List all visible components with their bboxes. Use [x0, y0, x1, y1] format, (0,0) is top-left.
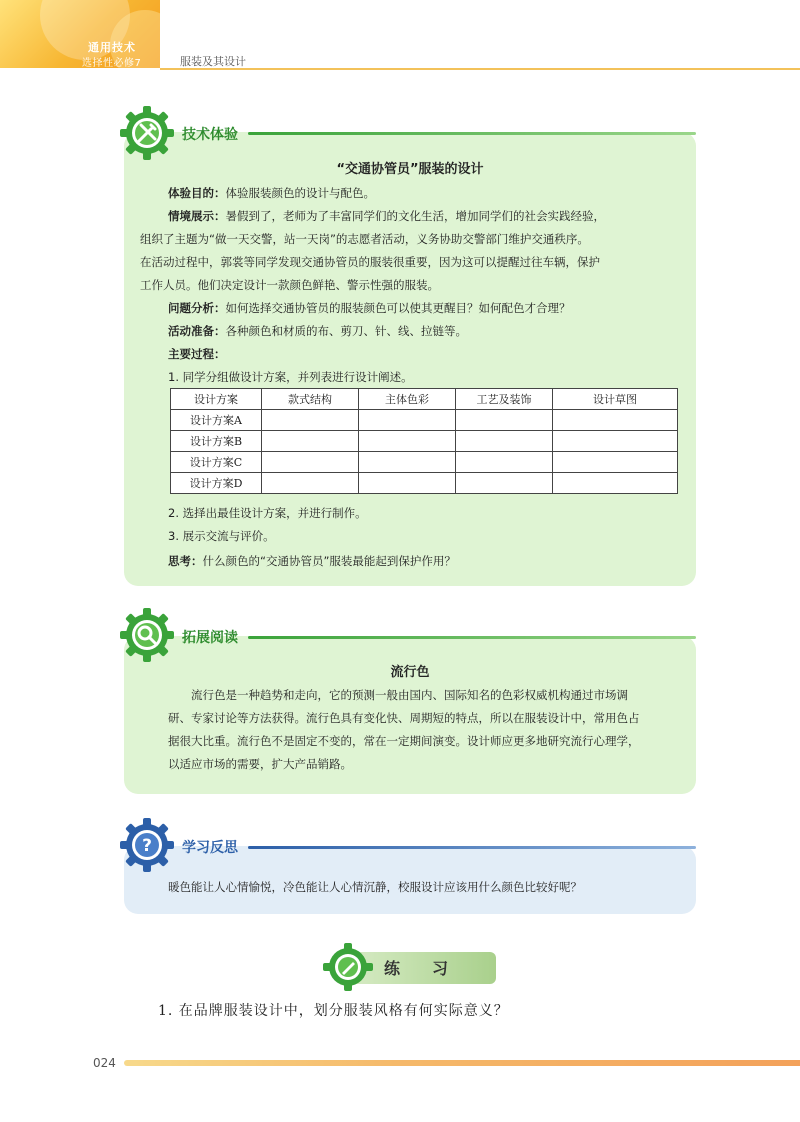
- reading-heading: 流行色: [390, 665, 430, 680]
- process-label: 主要过程：: [168, 347, 226, 361]
- book-subtitle: 选择性必修7: [82, 58, 142, 69]
- page-number: 024: [93, 1056, 116, 1070]
- footer-bar: [124, 1060, 800, 1066]
- think-text: 什么颜色的“交通协管员”服装最能起到保护作用？: [202, 554, 456, 568]
- activity-body: [140, 182, 678, 389]
- step-2: 2. 选择出最佳设计方案，并进行制作。: [168, 506, 367, 520]
- section-rule: [248, 132, 696, 135]
- design-plan-table: [170, 388, 678, 494]
- activity-steps: [168, 502, 678, 573]
- step-3: 3. 展示交流与评价。: [168, 529, 275, 543]
- analysis-label: 问题分析：: [168, 301, 226, 315]
- gear-reading-icon: [118, 606, 176, 664]
- reading-line-4: 以适应市场的需要，扩大产品销路。: [168, 757, 352, 771]
- reading-body: [168, 684, 678, 776]
- think-line: [168, 550, 678, 573]
- reading-line-3: 据很大比重。流行色不是固定不变的，常在一定期间演变。设计师应更多地研究流行心理学，: [168, 734, 640, 748]
- scenario-text-1: 暑假到了，老师为了丰富同学们的文化生活，增加同学们的社会实践经验，: [225, 209, 605, 223]
- scenario-text-2: 组织了主题为“做一天交警，站一天岗”的志愿者活动，义务协助交警部门维护交通秩序。: [140, 232, 589, 246]
- purpose-label: 体验目的：: [168, 186, 226, 200]
- activity-heading: “交通协管员”服装的设计: [336, 162, 484, 177]
- scenario-text-3: 在活动过程中，郭裳等同学发现交通协管员的服装很重要，因为这可以提醒过往车辆，保护: [140, 255, 600, 269]
- think-label: 思考：: [168, 554, 203, 568]
- scenario-text-4: 工作人员。他们决定设计一款颜色鲜艳、警示性强的服装。: [140, 278, 439, 292]
- section-label-extended-reading: 拓展阅读: [182, 630, 238, 646]
- reading-line-2: 研、专家讨论等方法获得。流行色具有变化快、周期短的特点，所以在服装设计中，常用色占: [168, 711, 640, 725]
- prep-label: 活动准备：: [168, 324, 226, 338]
- practice-label: 练 习: [384, 959, 449, 978]
- table-row: [171, 431, 678, 452]
- header-rule: [160, 68, 800, 70]
- gear-tools-icon: [118, 104, 176, 162]
- analysis-text: 如何选择交通协管员的服装颜色可以使其更醒目？如何配色才合理？: [225, 301, 571, 315]
- purpose-line: [168, 182, 678, 205]
- table-cell-plan: 设计方案B: [171, 431, 262, 452]
- table-cell-plan: 设计方案C: [171, 452, 262, 473]
- section-rule: [248, 636, 696, 639]
- step-1: 1. 同学分组做设计方案，并列表进行设计阐述。: [168, 370, 413, 384]
- table-cell-plan: 设计方案A: [171, 410, 262, 431]
- table-header: 工艺及装饰: [456, 389, 553, 410]
- table-header: 款式结构: [262, 389, 359, 410]
- table-row: [171, 410, 678, 431]
- scenario-label: 情境展示：: [168, 209, 226, 223]
- purpose-text: 体验服装颜色的设计与配色。: [225, 186, 375, 200]
- reflection-text: 暖色能让人心情愉悦，冷色能让人心情沉静，校服设计应该用什么颜色比较好呢？: [168, 880, 582, 894]
- reading-line-1: 流行色是一种趋势和走向，它的预测一般由国内、国际知名的色彩权威机构通过市场调: [191, 688, 628, 702]
- table-header: 主体色彩: [359, 389, 456, 410]
- table-row: [171, 473, 678, 494]
- prep-text: 各种颜色和材质的布、剪刀、针、线、拉链等。: [225, 324, 467, 338]
- practice-question-1: 1. 在品牌服装设计中，划分服装风格有何实际意义？: [158, 1003, 509, 1019]
- process-line: [168, 343, 678, 366]
- svg-text:?: ?: [142, 836, 152, 856]
- chapter-title: 服装及其设计: [180, 55, 246, 68]
- scenario-line: [168, 205, 678, 228]
- section-rule: [248, 846, 696, 849]
- table-header: 设计方案: [171, 389, 262, 410]
- analysis-line: [168, 297, 678, 320]
- section-label-tech-experience: 技术体验: [182, 127, 238, 143]
- table-header: 设计草图: [553, 389, 678, 410]
- table-row: [171, 452, 678, 473]
- section-label-reflection: 学习反思: [182, 840, 238, 856]
- table-cell-plan: 设计方案D: [171, 473, 262, 494]
- table-header-row: [171, 389, 678, 410]
- gear-question-icon: [118, 816, 176, 874]
- book-title: 通用技术: [88, 41, 136, 54]
- prep-line: [168, 320, 678, 343]
